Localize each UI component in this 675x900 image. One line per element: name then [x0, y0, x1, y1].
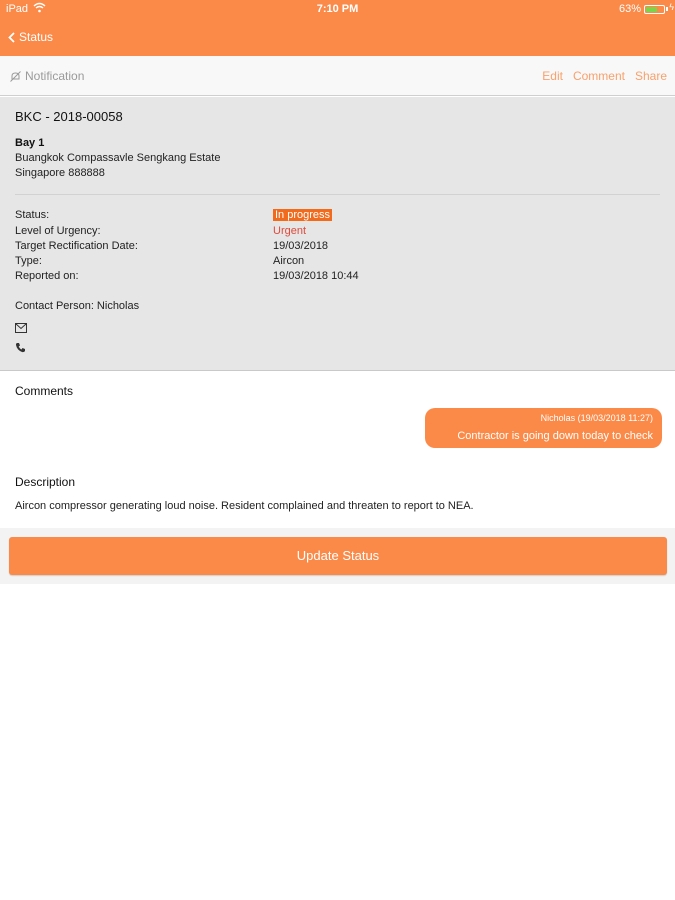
- urgency-label: Level of Urgency:: [15, 225, 101, 237]
- case-reference: BKC - 2018-00058: [15, 109, 123, 124]
- status-label: Status:: [15, 209, 50, 221]
- comment-meta: Nicholas (19/03/2018 11:27): [540, 413, 653, 423]
- comment-button[interactable]: Comment: [572, 69, 625, 83]
- divider: [15, 194, 660, 195]
- type-value: Aircon: [273, 255, 305, 267]
- comments-heading: Comments: [15, 384, 74, 398]
- battery-icon: [644, 5, 665, 14]
- status-bar: [0, 0, 675, 18]
- contact-person: Contact Person: Nicholas: [15, 300, 140, 312]
- back-label: Status: [19, 30, 54, 44]
- notification-label: Notification: [25, 69, 85, 83]
- case-detail-panel: [0, 97, 675, 371]
- reported-on-label: Reported on:: [15, 270, 79, 282]
- phone-icon[interactable]: [15, 340, 26, 358]
- bay-label: Bay 1: [15, 137, 45, 149]
- battery-level: [646, 7, 657, 12]
- chevron-left-icon: [8, 32, 15, 43]
- description-text: Aircon compressor generating loud noise. Resident complained and threaten to report to NEA.: [15, 500, 474, 512]
- address-line-2: Singapore 888888: [15, 167, 105, 179]
- toolbar: [0, 56, 675, 96]
- target-date-value: 19/03/2018: [273, 240, 329, 252]
- mail-icon[interactable]: [15, 320, 27, 338]
- battery-nub: [666, 7, 668, 11]
- status-value: [273, 209, 332, 221]
- battery-percentage: 63%: [618, 3, 641, 15]
- urgency-value: Urgent: [273, 225, 307, 237]
- top-bar: [0, 0, 675, 56]
- notification-toggle[interactable]: [9, 69, 84, 83]
- address-line-1: Buangkok Compassavle Sengkang Estate: [15, 152, 221, 164]
- comment-bubble: [425, 408, 662, 448]
- charging-icon: ϟ: [669, 2, 674, 12]
- carrier-label: iPad: [6, 3, 29, 15]
- description-heading: Description: [15, 475, 76, 489]
- back-button[interactable]: [8, 29, 53, 45]
- update-status-button[interactable]: Update Status: [9, 537, 667, 575]
- reported-on-value: 19/03/2018 10:44: [273, 270, 359, 282]
- comment-text: Contractor is going down today to check: [457, 430, 653, 442]
- toolbar-actions: [532, 69, 667, 83]
- share-button[interactable]: Share: [634, 69, 667, 83]
- target-date-label: Target Rectification Date:: [15, 240, 138, 252]
- clock: 7:10 PM: [316, 3, 359, 15]
- action-area: [0, 528, 675, 584]
- edit-button[interactable]: Edit: [542, 69, 563, 83]
- notification-off-icon: [9, 70, 22, 83]
- status-badge: In progress: [275, 209, 331, 221]
- type-label: Type:: [15, 255, 42, 267]
